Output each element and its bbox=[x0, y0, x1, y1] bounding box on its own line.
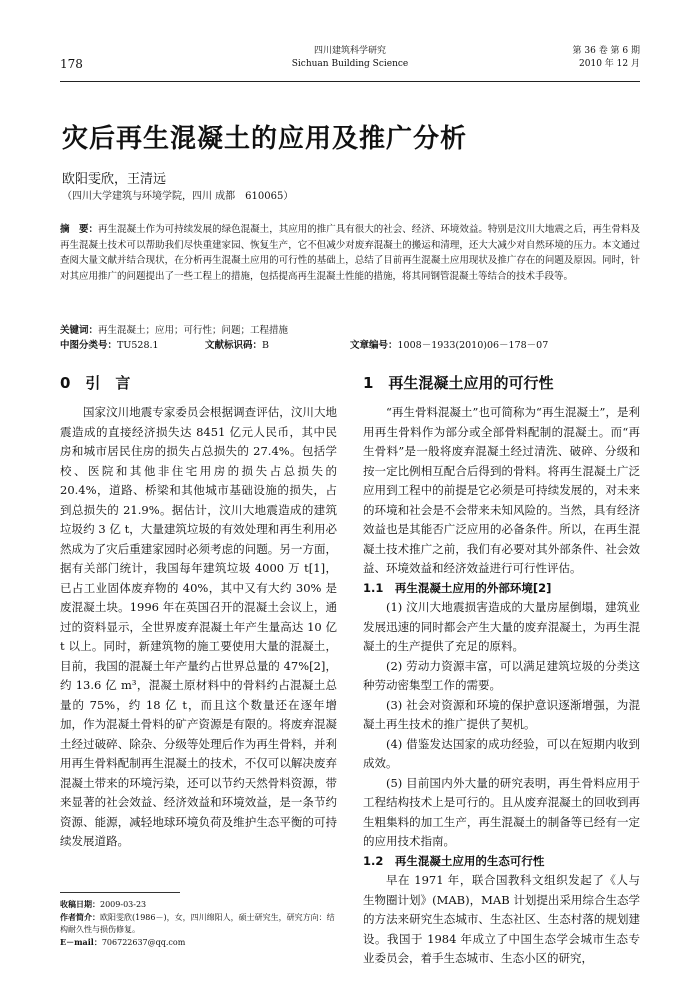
author-email bbox=[60, 936, 340, 949]
header-rule bbox=[60, 81, 640, 82]
subsection-1-2-heading: 1.2 再生混凝土应用的生态可行性 bbox=[363, 853, 545, 868]
author-bio-label: 作者简介： bbox=[60, 912, 100, 922]
section-0-heading: 0 引 言 bbox=[60, 374, 131, 392]
received-label: 收稿日期： bbox=[60, 899, 100, 909]
list-item: (1) 汶川大地震损害造成的大量房屋倒塌，建筑业发展迅速的同时都会产生大量的废弃混凝土，为再生混凝土的生产提供了充足的原料。 bbox=[363, 600, 640, 653]
abstract-text: 再生混凝土作为可持续发展的绿色混凝土，其应用的推广具有很大的社会、经济、环境效益。特别是汶川大地震之后，再生骨料及再生混凝土技术可以帮助我们尽快重建家园、恢复生产，它不但减少对废弃混凝土的搬运和清理，还大大减少对自然环境的压力。本文通过查阅大量文献并结合现状，在分析再生混凝土应用的可行性的基础上，总结了目前再生混凝土应用现状及推广存在的问题及原因。同时，针对其应用推广的问题提出了一些工程上的措施，包括提高再生混凝土性能的措施，将其同钢管混凝土等结合的技术手段等。 bbox=[60, 224, 640, 282]
journal-name-en: Sichuan Building Science bbox=[291, 59, 409, 69]
footnote-rule bbox=[60, 892, 180, 893]
subsection-1-2-text: 早在 1971 年，联合国教科文组织发起了《人与生物圈计划》(MAB)，MAB 计划提出采用综合生态学的方法来研究生态城市、生态社区、生态村落的规划建设。我国于 1984 年成立了中国生态学会城市生态专业委员会，着手生态城市、生态小区的研究， bbox=[363, 873, 640, 965]
affiliation: （四川大学建筑与环境学院，四川 成都 610065） bbox=[62, 191, 294, 202]
section-0-body bbox=[60, 403, 337, 852]
keywords-text: 再生混凝土；应用；可行性；问题；工程措施 bbox=[98, 325, 289, 336]
section-1-heading: 1 再生混凝土应用的可行性 bbox=[363, 374, 554, 392]
author-bio bbox=[60, 911, 340, 936]
section-1-intro: “再生骨料混凝土”也可简称为“再生混凝土”，是利用再生骨料作为部分或全部骨料配制的混凝土。而“再生骨料”是一般将废弃混凝土经过清洗、破碎、分级和按一定比例相互配合后得到的骨料。将再生混凝土广泛应用到工程中的前提是它必须是可持续发展的，对未来的环境和社会是不会带来未知风险的。当然，具有经济效益也是其能否广泛应用的必备条件。所以，在再生混凝土技术推广之前，我们有必要对其外部条件、社会效益、环境效益和经济效益进行可行性评估。 bbox=[363, 405, 640, 575]
list-item: (3) 社会对资源和环境的保护意识逐渐增强，为混凝土再生技术的推广提供了契机。 bbox=[363, 697, 640, 731]
clc-label: 中图分类号： bbox=[60, 340, 118, 351]
doc-code bbox=[205, 337, 269, 351]
journal-name bbox=[60, 45, 640, 71]
article-label: 文章编号： bbox=[350, 340, 398, 351]
list-item: (5) 目前国内外大量的研究表明，再生骨料应用于工程结构技术上是可行的。且从废弃混凝土的回收到再生粗集料的加工生产，再生混凝土的制备等已经有一定的应用技术指南。 bbox=[363, 775, 640, 848]
clc-value: TU528.1 bbox=[117, 340, 159, 351]
clc-number bbox=[60, 337, 159, 351]
article-title: 灾后再生混凝土的应用及推广分析 bbox=[62, 124, 468, 154]
doc-label: 文献标识码： bbox=[205, 340, 263, 351]
keywords bbox=[60, 322, 640, 336]
page-number: 178 bbox=[60, 57, 83, 71]
left-column bbox=[60, 372, 337, 852]
journal-name-cn: 四川建筑科学研究 bbox=[313, 46, 386, 56]
abstract-label: 摘 要： bbox=[60, 224, 99, 235]
keywords-label: 关键词： bbox=[60, 325, 99, 336]
authors: 欧阳雯欣，王清远 bbox=[62, 172, 167, 187]
right-column bbox=[363, 372, 640, 969]
email-value: 706722637@qq.com bbox=[101, 938, 186, 947]
doc-value: B bbox=[262, 340, 269, 351]
list-item: (4) 借鉴发达国家的成功经验，可以在短期内收到成效。 bbox=[363, 736, 640, 770]
abstract bbox=[60, 222, 640, 284]
running-header bbox=[60, 45, 640, 81]
subsection-1-1-heading: 1.1 再生混凝土应用的外部环境[2] bbox=[363, 580, 552, 595]
list-item: (2) 劳动力资源丰富，可以满足建筑垃圾的分类这种劳动密集型工作的需要。 bbox=[363, 658, 640, 692]
email-label: E－mail： bbox=[60, 937, 102, 947]
received-value: 2009-03-23 bbox=[100, 900, 147, 909]
section-0-paragraph: 国家汶川地震专家委员会根据调查评估，汶川大地震造成的直接经济损失达 8451 亿元人民币，其中民房和城市居民住房的损失占总损失的 27.4%。包括学校、医院和其他非住宅用房的损失占总损失的 20.4%，道路、桥梁和其他城市基础设施的损失，占到总损失的 21.9%。据估计，汶川大地震造成的建筑垃圾约 3 亿 t，大量建筑垃圾的有效处理和再生利用必然成为了灾后重建家园时必须考虑的问题。另一方面，据有关部门统计，我国每年建筑垃圾 4000 万 t[1]，已占工业固体废弃物的 40%，其中又有大约 30% 是废混凝土块。1996 年在英国召开的混凝土会议上，通过的资料显示，全世界废弃混凝土年产生量高达 10 亿 t 以上。同时，新建筑物的施工要使用大量的混凝土，目前，我国的混凝土年产量约占世界总量的 47%[2]，约 13.6 亿 m³，混凝土原材料中的骨料约占混凝土总量的 75%，约 18 亿 t，而且这个数量还在逐年增加，作为混凝土骨料的矿产资源是有限的。将废弃混凝土经过破碎、除杂、分级等处理后作为再生骨料，并利用再生骨料配制再生混凝土的技术，不仅可以解决废弃混凝土带来的环境污染，还可以节约天然骨料资源，带来显著的社会效益、经济效益和环境效益，是一条节约资源、能源，减轻地球环境负荷及维护生态平衡的可持续发展道路。 bbox=[60, 405, 337, 848]
footnote bbox=[60, 898, 340, 949]
author-bio-text: 欧阳雯欣(1986－)，女，四川绵阳人，硕士研究生，研究方向：结构耐久性与损伤修复。 bbox=[60, 913, 335, 934]
issue-info bbox=[573, 45, 640, 71]
article-value: 1008－1933(2010)06－178－07 bbox=[397, 340, 549, 351]
issue-date: 2010 年 12 月 bbox=[579, 59, 640, 69]
article-number bbox=[350, 337, 548, 351]
section-1-body bbox=[363, 403, 640, 969]
volume-issue: 第 36 卷 第 6 期 bbox=[572, 46, 640, 56]
received-date bbox=[60, 898, 340, 911]
